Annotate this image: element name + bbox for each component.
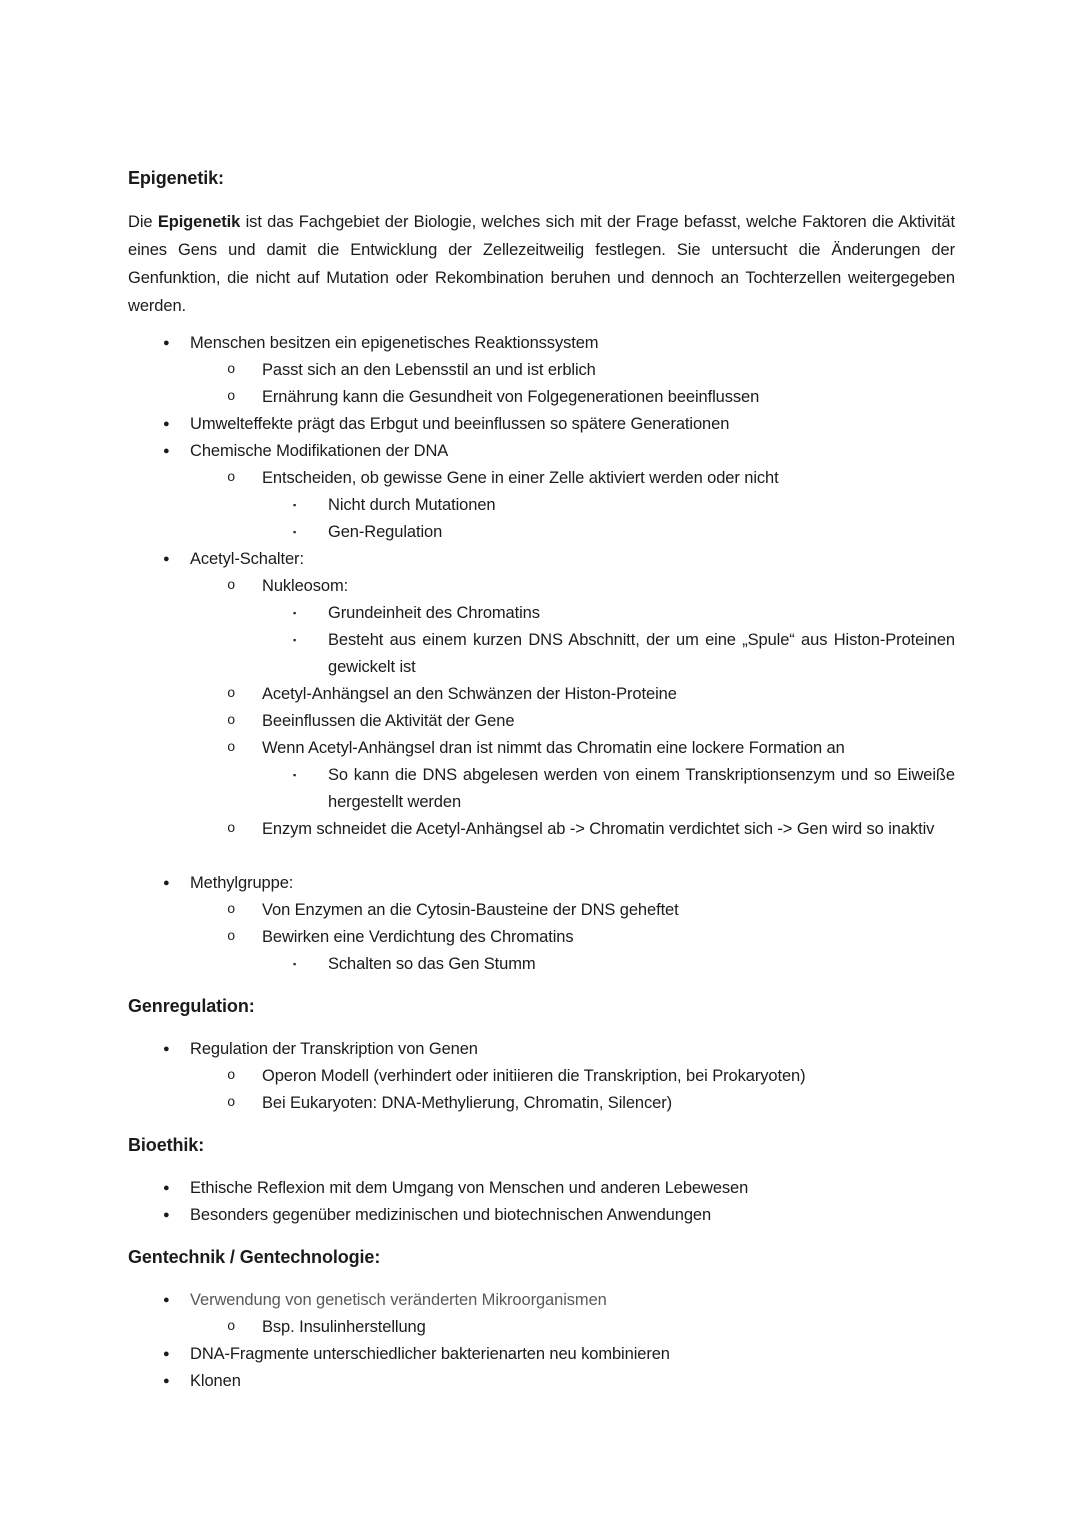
genregulation-list (128, 1036, 955, 1117)
square-bullet-icon: ▪ (293, 500, 297, 510)
section-heading-bioethik: Bioethik: (128, 1135, 205, 1155)
list-item-text: Umwelteffekte prägt das Erbgut und beeinflussen so spätere Generationen (190, 415, 730, 433)
list-item-text: Klonen (190, 1372, 241, 1390)
list-item-text: Enzym schneidet die Acetyl-Anhängsel ab -> Chromatin verdichtet sich -> Gen wird so inaktiv (262, 820, 935, 838)
list-item (227, 735, 955, 762)
list-item-text: Regulation der Transkription von Genen (190, 1040, 478, 1058)
circle-bullet-icon: o (227, 740, 236, 756)
list-item (293, 951, 955, 978)
list-item-text: Von Enzymen an die Cytosin-Bausteine der DNS geheftet (262, 901, 679, 919)
circle-bullet-icon: o (227, 1319, 236, 1335)
list-item (227, 384, 955, 411)
list-item-text: Wenn Acetyl-Anhängsel dran ist nimmt das Chromatin eine lockere Formation an (262, 739, 845, 757)
list-item-text: Beeinflussen die Aktivität der Gene (262, 712, 515, 730)
list-item-text: Besteht aus einem kurzen DNS Abschnitt, der um eine „Spule“ aus Histon-Proteinen gewickelt ist (328, 631, 955, 676)
list-item-text: Chemische Modifikationen der DNA (190, 442, 449, 460)
list-item (163, 1287, 955, 1314)
list-item (227, 465, 955, 492)
list-item (163, 411, 955, 438)
disc-bullet-icon: ● (163, 418, 170, 430)
list-item-text: Schalten so das Gen Stumm (328, 955, 536, 973)
list-item-text: Verwendung von genetisch veränderten Mikroorganismen (190, 1291, 607, 1309)
disc-bullet-icon: ● (163, 445, 170, 457)
list-item-text: Ethische Reflexion mit dem Umgang von Menschen und anderen Lebewesen (190, 1179, 749, 1197)
list-item-text: Acetyl-Schalter: (190, 550, 304, 568)
list-item-text: Passt sich an den Lebensstil an und ist erblich (262, 361, 596, 379)
square-bullet-icon: ▪ (293, 959, 297, 969)
list-item-text: Acetyl-Anhängsel an den Schwänzen der Histon-Proteine (262, 685, 677, 703)
list-item (163, 870, 955, 897)
list-item (163, 1036, 955, 1063)
circle-bullet-icon: o (227, 686, 236, 702)
list-item (163, 1175, 955, 1202)
list-item (163, 1341, 955, 1368)
circle-bullet-icon: o (227, 1068, 236, 1084)
list-item-text: So kann die DNS abgelesen werden von einem Transkriptionsenzym und so Eiweiße hergestellt werden (328, 766, 955, 811)
list-item (293, 627, 955, 681)
disc-bullet-icon: ● (163, 553, 170, 565)
list-item-text: Entscheiden, ob gewisse Gene in einer Zelle aktiviert werden oder nicht (262, 469, 779, 487)
circle-bullet-icon: o (227, 713, 236, 729)
list-item-text: Bei Eukaryoten: DNA-Methylierung, Chromatin, Silencer) (262, 1094, 673, 1112)
list-item (293, 762, 955, 816)
square-bullet-icon: ▪ (293, 770, 297, 780)
section-heading-gentechnik: Gentechnik / Gentechnologie: (128, 1247, 381, 1267)
list-item (227, 897, 955, 924)
disc-bullet-icon: ● (163, 877, 170, 889)
circle-bullet-icon: o (227, 362, 236, 378)
square-bullet-icon: ▪ (293, 635, 297, 645)
list-item (227, 816, 955, 843)
list-item (163, 1202, 955, 1229)
list-item (227, 357, 955, 384)
square-bullet-icon: ▪ (293, 608, 297, 618)
list-item-text: Ernährung kann die Gesundheit von Folgegenerationen beeinflussen (262, 388, 760, 406)
intro-text-pre: Die (128, 213, 158, 231)
list-item (227, 1063, 955, 1090)
list-item (227, 1314, 955, 1341)
disc-bullet-icon: ● (163, 1043, 170, 1055)
list-item (163, 330, 955, 357)
circle-bullet-icon: o (227, 470, 236, 486)
gentechnik-list (128, 1287, 955, 1395)
list-item-text: Menschen besitzen ein epigenetisches Reaktionssystem (190, 334, 599, 352)
list-item-text: Methylgruppe: (190, 874, 294, 892)
list-item (163, 438, 955, 465)
disc-bullet-icon: ● (163, 1375, 170, 1387)
list-item-text: DNA-Fragmente unterschiedlicher bakterienarten neu kombinieren (190, 1345, 670, 1363)
epigenetik-list (128, 330, 955, 978)
circle-bullet-icon: o (227, 902, 236, 918)
list-item (227, 573, 955, 600)
list-item-text: Operon Modell (verhindert oder initiieren die Transkription, bei Prokaryoten) (262, 1067, 806, 1085)
circle-bullet-icon: o (227, 1095, 236, 1111)
list-item-text: Nicht durch Mutationen (328, 496, 496, 514)
disc-bullet-icon: ● (163, 1294, 170, 1306)
disc-bullet-icon: ● (163, 1348, 170, 1360)
list-item-text: Besonders gegenüber medizinischen und biotechnischen Anwendungen (190, 1206, 712, 1224)
list-item-text: Grundeinheit des Chromatins (328, 604, 540, 622)
list-item (227, 1090, 955, 1117)
disc-bullet-icon: ● (163, 1209, 170, 1221)
list-item (293, 492, 955, 519)
list-item (227, 708, 955, 735)
list-item (227, 681, 955, 708)
intro-text-post: ist das Fachgebiet der Biologie, welches sich mit der Frage befasst, welche Faktoren die Aktivität eines Gens und damit die Entwicklung der Zellezeitweilig festlegen. Sie untersucht die Änderungen der Genfunktion, die nicht auf Mutation oder Rekombination beruhen und dennoch an Tochterzellen weitergegeben werden. (128, 213, 955, 315)
list-item (163, 546, 955, 573)
section-heading-genregulation: Genregulation: (128, 996, 255, 1016)
square-bullet-icon: ▪ (293, 527, 297, 537)
circle-bullet-icon: o (227, 929, 236, 945)
list-item-text: Gen-Regulation (328, 523, 443, 541)
intro-text-bold: Epigenetik (157, 213, 241, 231)
section-heading-epigenetik: Epigenetik: (128, 168, 224, 188)
circle-bullet-icon: o (227, 578, 236, 594)
list-item-text: Nukleosom: (262, 577, 349, 595)
circle-bullet-icon: o (227, 389, 236, 405)
circle-bullet-icon: o (227, 821, 236, 837)
list-item-text: Bewirken eine Verdichtung des Chromatins (262, 928, 574, 946)
bioethik-list (128, 1175, 955, 1229)
list-item (293, 519, 955, 546)
disc-bullet-icon: ● (163, 1182, 170, 1194)
intro-paragraph (128, 208, 955, 320)
disc-bullet-icon: ● (163, 337, 170, 349)
list-item (163, 1368, 955, 1395)
list-item-text: Bsp. Insulinherstellung (262, 1318, 426, 1336)
list-item (293, 600, 955, 627)
list-item (227, 924, 955, 951)
